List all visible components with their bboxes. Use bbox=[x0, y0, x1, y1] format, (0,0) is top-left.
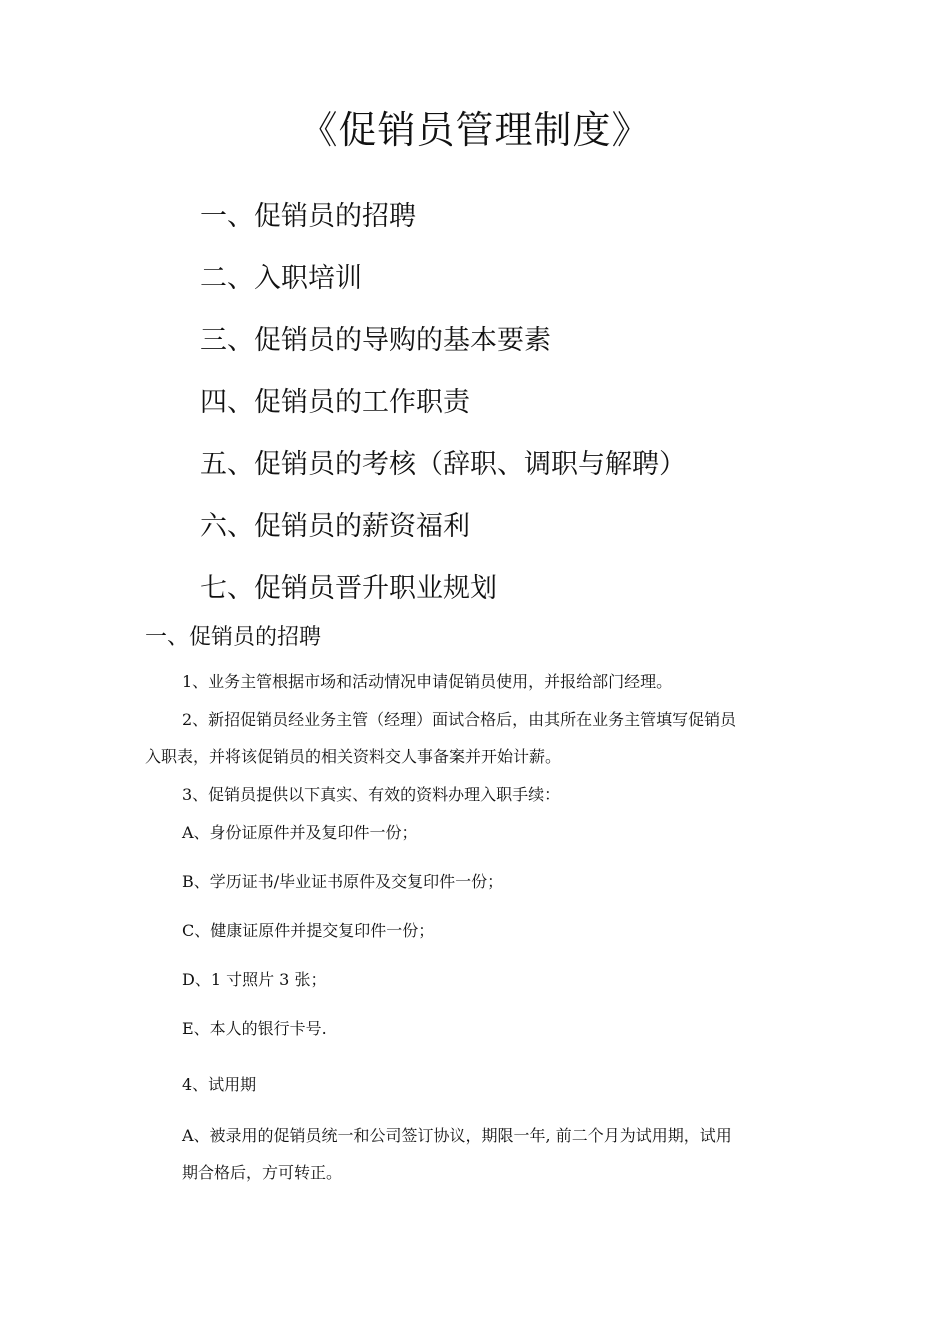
toc-item: 六、促销员的薪资福利 bbox=[200, 511, 470, 542]
paragraph: 4、试用期 bbox=[182, 1075, 257, 1094]
toc-item: 三、促销员的导购的基本要素 bbox=[200, 325, 551, 356]
paragraph: 3、促销员提供以下真实、有效的资料办理入职手续： bbox=[182, 785, 561, 804]
list-item: A、身份证原件并及复印件一份； bbox=[182, 823, 418, 842]
paragraph-continuation: 入职表，并将该促销员的相关资料交人事备案并开始计薪。 bbox=[145, 747, 562, 766]
paragraph: 2、新招促销员经业务主管（经理）面试合格后，由其所在业务主管填写促销员 bbox=[182, 710, 737, 729]
list-item: D、1 寸照片 3 张； bbox=[182, 970, 327, 989]
paragraph: A、被录用的促销员统一和公司签订协议，期限一年, 前二个月为试用期，试用 bbox=[182, 1126, 732, 1145]
toc-item: 七、促销员晋升职业规划 bbox=[200, 573, 497, 604]
list-item: B、学历证书/毕业证书原件及交复印件一份； bbox=[182, 872, 504, 891]
toc-item: 一、促销员的招聘 bbox=[200, 201, 416, 232]
toc-item: 五、促销员的考核（辞职、调职与解聘） bbox=[200, 449, 686, 480]
list-item: E、本人的银行卡号. bbox=[182, 1019, 327, 1038]
document-title: 《促销员管理制度》 bbox=[299, 108, 651, 152]
paragraph: 1、业务主管根据市场和活动情况申请促销员使用，并报给部门经理。 bbox=[182, 672, 673, 691]
toc-item: 四、促销员的工作职责 bbox=[200, 387, 470, 418]
paragraph-continuation: 期合格后，方可转正。 bbox=[182, 1163, 343, 1182]
toc-item: 二、入职培训 bbox=[200, 263, 362, 294]
list-item: C、健康证原件并提交复印件一份； bbox=[182, 921, 435, 940]
table-of-contents bbox=[200, 186, 686, 620]
section-heading: 一、促销员的招聘 bbox=[145, 625, 322, 650]
